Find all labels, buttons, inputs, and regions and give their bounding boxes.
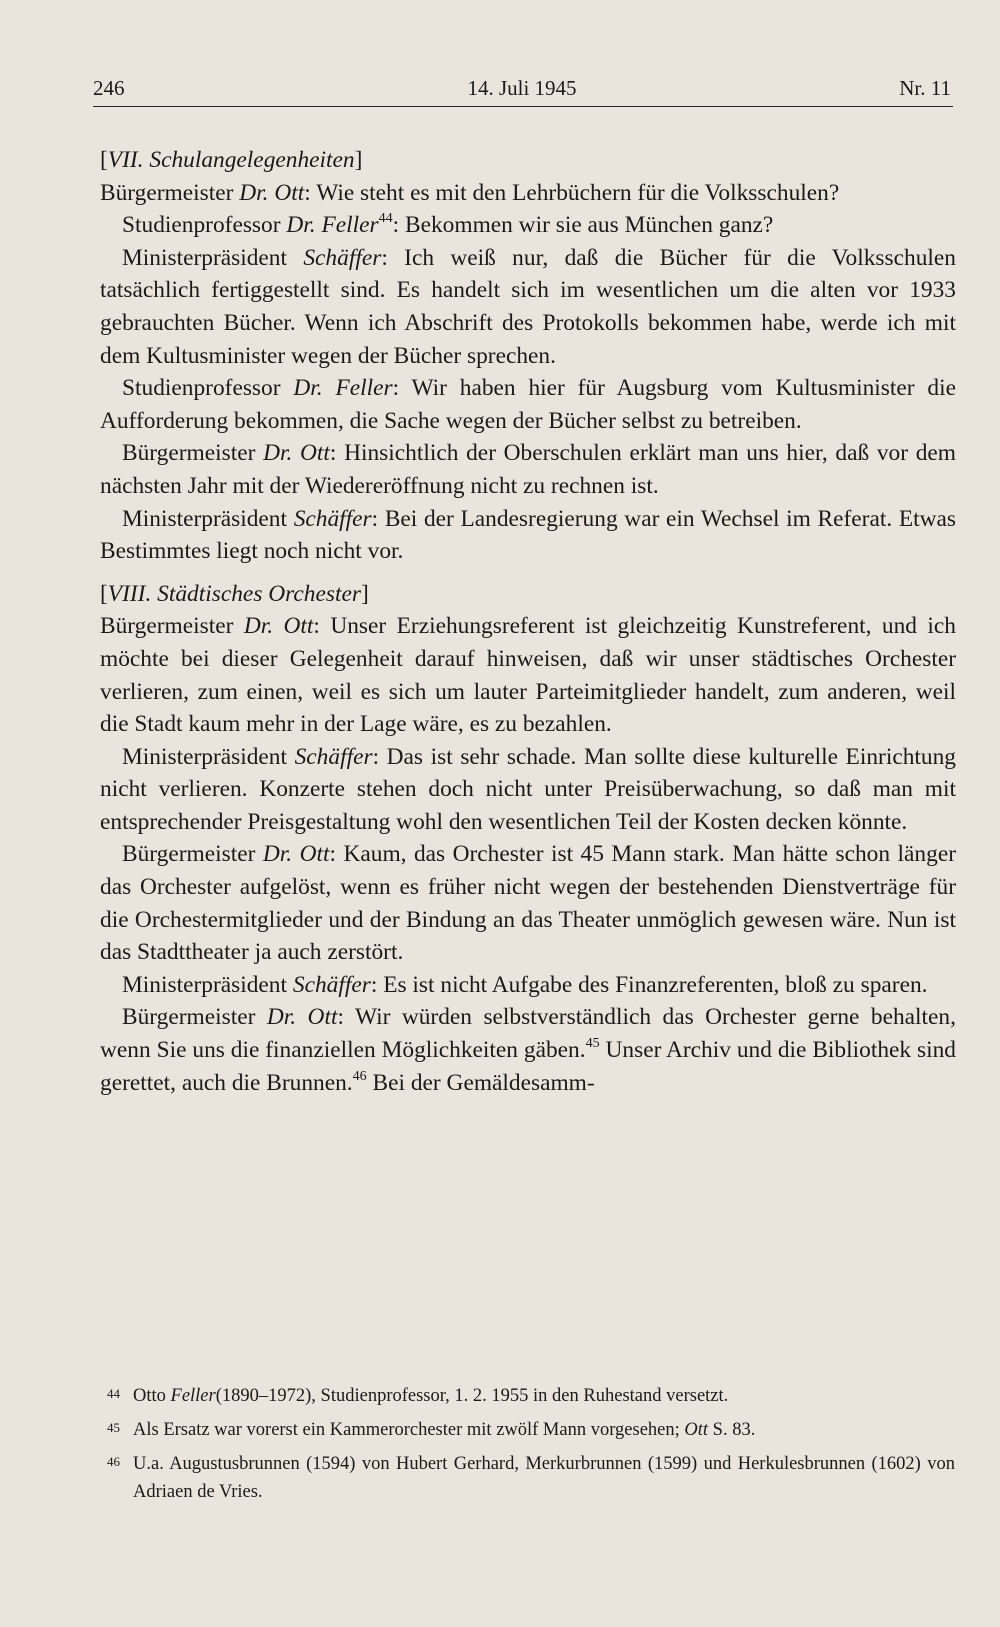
speech-paragraph: Ministerpräsident Schäffer: Es ist nicht Aufgabe des Finanzreferenten, bloß zu sparen. [122,971,928,998]
section-heading-title: Schulangelegenheiten [149,147,355,173]
speech-paragraph: Bürgermeister Dr. Ott: Wie steht es mit den Lehrbüchern für die Volksschulen? [100,179,840,206]
footnote-number: 46 [107,1454,120,1469]
speech-paragraph: Bürgermeister Dr. Ott: Wir würden selbstverständlich das Orchester gerne behalten, wenn Sie uns die finanziellen Möglichkeiten gäben.$^{45}$ Unser Archiv und die Bibliothek sind gerettet, auch die Brunnen.$^{46}$ Bei der Gemäldesamm- [100,1004,956,1096]
footnote: 44 Otto Feller(1890–1972), Studienprofessor, 1. 2. 1955 in den Ruhestand versetzt. [107,1382,955,1410]
header-number: Nr. 11 [899,76,951,100]
speech-paragraph: Bürgermeister Dr. Ott: Hinsichtlich der Oberschulen erklärt man uns hier, daß vor dem nächsten Jahr mit der Wiedereröffnung nicht zu rechnen ist. [100,440,956,499]
footnote-ref: 46 [352,1068,367,1084]
speech-paragraph: Studienprofessor Dr. Feller$^{44}$: Bekommen wir sie aus München ganz? [122,211,774,239]
speech-paragraph: Ministerpräsident Schäffer: Ich weiß nur, daß die Bücher für die Volksschulen tatsächlich fertiggestellt sind. Es handelt sich im wesentlichen um die alten vor 1933 gebrauchten Bücher. Wenn ich Abschrift des Protokolls bekommen habe, werde ich mit dem Kultusminister wegen der Bücher sprechen. [100,244,956,369]
section-heading: [VII. Schulangelegenheiten] [100,147,363,173]
speech-paragraph: Bürgermeister Dr. Ott: Unser Erziehungsreferent ist gleichzeitig Kunstreferent, und ich möchte bei dieser Gelegenheit darauf hinweisen, daß wir unser städtisches Orchester verlieren, zum einen, weil es sich um lauter Parteimitglieder handelt, zum anderen, weil die Stadt kaum mehr in der Lage wäre, es zu bezahlen. [100,613,956,738]
header-rule [93,106,953,107]
running-header [93,76,951,106]
page-number: 246 [93,76,125,100]
footnote-number: 45 [107,1420,120,1435]
footnote: 45 Als Ersatz war vorerst ein Kammerorchester mit zwölf Mann vorgesehen; Ott S. 83. [107,1416,955,1444]
section-heading: [VIII. Städtisches Orchester] [100,580,369,607]
section-heading-numeral: VIII. [107,580,152,607]
section-heading-title: Städtisches Orchester [157,580,361,607]
main-text [100,128,956,1099]
footnote-ref: 45 [585,1036,600,1052]
footnotes [107,1382,955,1512]
speech-paragraph: Studienprofessor Dr. Feller: Wir haben hier für Augsburg vom Kultusminister die Aufforderung bekommen, die Sache wegen der Bücher selbst zu betreiben. [100,375,956,434]
footnote: 46 U.a. Augustusbrunnen (1594) von Hubert Gerhard, Merkurbrunnen (1599) und Herkulesbrunnen (1602) von Adriaen de Vries. [107,1450,955,1506]
speech-paragraph: Ministerpräsident Schäffer: Das ist sehr schade. Man sollte diese kulturelle Einrichtung nicht verlieren. Konzerte stehen doch nicht unter Preisüberwachung, so daß man mit entsprechender Preisgestaltung wohl den wesentlichen Teil der Kosten decken könnte. [100,743,956,835]
speech-paragraph: Bürgermeister Dr. Ott: Kaum, das Orchester ist 45 Mann stark. Man hätte schon länger das Orchester aufgelöst, wenn es früher nicht wegen der bestehenden Dienstverträge für die Orchestermitglieder und der Bindung an das Theater unmöglich gewesen wäre. Nun ist das Stadttheater ja auch zerstört. [100,841,956,966]
footnote-ref: 44 [378,211,393,227]
header-date: 14. Juli 1945 [467,76,577,100]
speech-paragraph: Ministerpräsident Schäffer: Bei der Landesregierung war ein Wechsel im Referat. Etwas Bestimmtes liegt noch nicht vor. [100,505,956,565]
footnote-number: 44 [107,1386,120,1401]
section-heading-numeral: VII. [107,147,144,173]
